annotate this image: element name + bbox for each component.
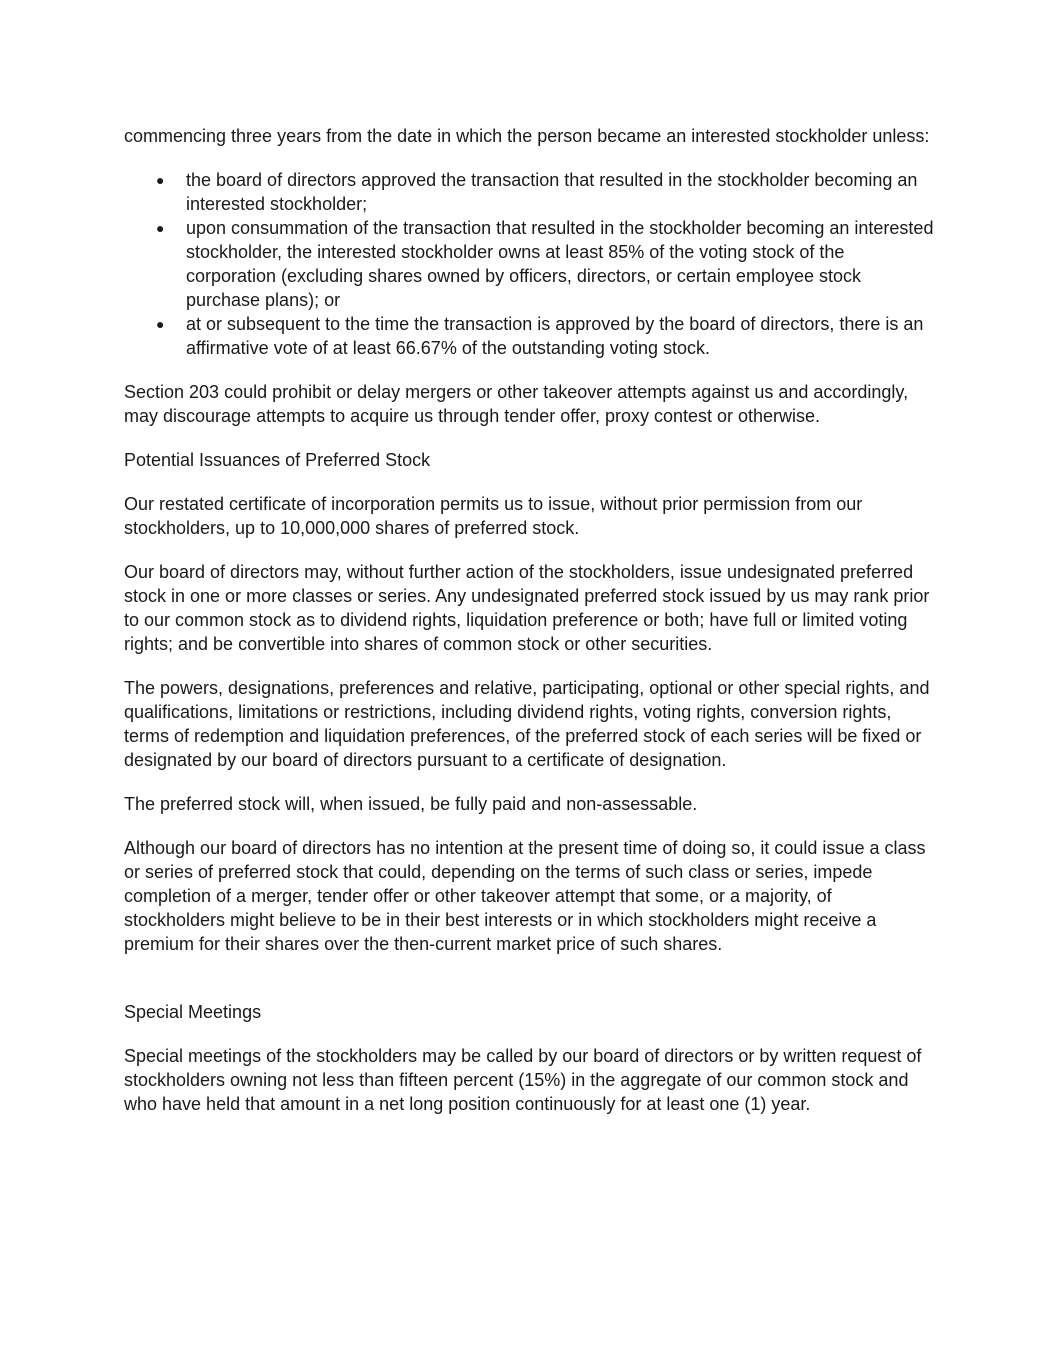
- preferred-paragraph-authorization: Our restated certificate of incorporation permits us to issue, without prior permission from our stockholders, up to 10,000,000 shares of preferred stock.: [124, 494, 863, 538]
- list-item: [156, 168, 934, 216]
- intro-paragraph: commencing three years from the date in which the person became an interested stockholder unless:: [124, 126, 930, 146]
- list-item: [156, 216, 934, 312]
- preferred-paragraph-undesignated: Our board of directors may, without further action of the stockholders, issue undesignated preferred stock in one or more classes or series. Any undesignated preferred stock issued by us may rank prior to our common stock as to dividend rights, liquidation preference or both; have full or limited voting rights; and be convertible into shares of common stock or other securities.: [124, 562, 930, 654]
- document-page: [124, 124, 934, 1136]
- special-meetings-paragraph: Special meetings of the stockholders may be called by our board of directors or by written request of stockholders owning not less than fifteen percent (15%) in the aggregate of our common stock and who have held that amount in a net long position continuously for at least one (1) year.: [124, 1046, 922, 1114]
- bullet-icon: ●: [156, 172, 165, 188]
- list-item-text: the board of directors approved the transaction that resulted in the stockholder becoming an interested stockholder;: [186, 170, 918, 214]
- list-item: [156, 312, 934, 360]
- preferred-stock-heading: Potential Issuances of Preferred Stock: [124, 450, 431, 470]
- section-203-paragraph: Section 203 could prohibit or delay mergers or other takeover attempts against us and accordingly, may discourage attempts to acquire us through tender offer, proxy contest or otherwise.: [124, 382, 909, 426]
- preferred-paragraph-assessable: The preferred stock will, when issued, be fully paid and non-assessable.: [124, 794, 698, 814]
- bullet-icon: ●: [156, 316, 165, 332]
- special-meetings-heading: Special Meetings: [124, 1002, 262, 1022]
- preferred-paragraph-takeover: Although our board of directors has no intention at the present time of doing so, it could issue a class or series of preferred stock that could, depending on the terms of such class or series, impede completion of a merger, tender offer or other takeover attempt that some, or a majority, of stockholders might believe to be in their best interests or in which stockholders might receive a premium for their shares over the then-current market price of such shares.: [124, 838, 926, 954]
- list-item-text: upon consummation of the transaction that resulted in the stockholder becoming an interested stockholder, the interested stockholder owns at least 85% of the voting stock of the corporation (excluding shares owned by officers, directors, or certain employee stock purchase plans); or: [186, 218, 934, 310]
- preferred-paragraph-powers: The powers, designations, preferences and relative, participating, optional or other special rights, and qualifications, limitations or restrictions, including dividend rights, voting rights, conversion rights, terms of redemption and liquidation preferences, of the preferred stock of each series will be fixed or designated by our board of directors pursuant to a certificate of designation.: [124, 678, 930, 770]
- list-item-text: at or subsequent to the time the transaction is approved by the board of directors, there is an affirmative vote of at least 66.67% of the outstanding voting stock.: [186, 314, 924, 358]
- bullet-icon: ●: [156, 220, 165, 236]
- conditions-list: [124, 168, 934, 360]
